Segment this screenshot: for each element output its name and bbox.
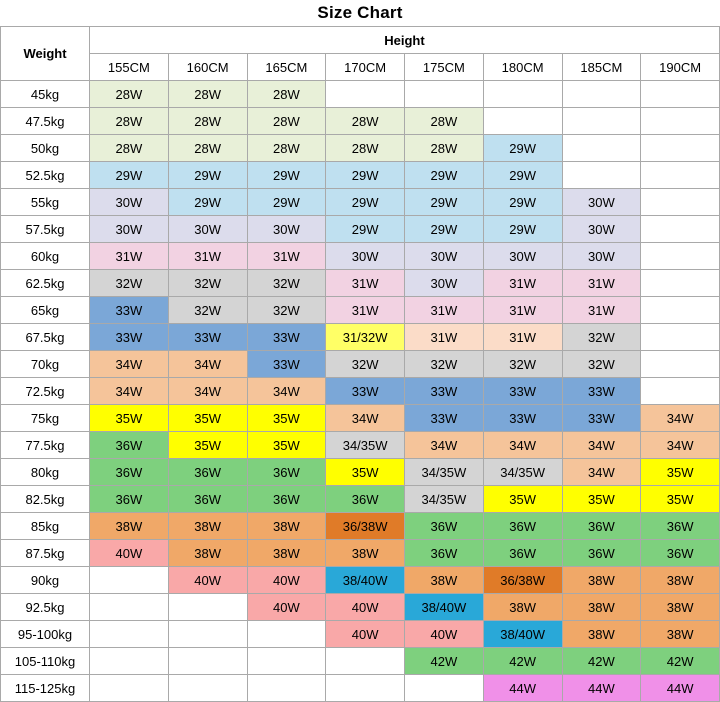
size-cell: 30W <box>562 189 641 216</box>
size-cell <box>562 135 641 162</box>
weight-row-label: 82.5kg <box>1 486 90 513</box>
table-row <box>1 513 720 540</box>
size-cell: 32W <box>562 324 641 351</box>
table-row <box>1 459 720 486</box>
size-cell <box>641 189 720 216</box>
table-row <box>1 621 720 648</box>
size-cell: 31W <box>562 297 641 324</box>
size-cell: 38/40W <box>483 621 562 648</box>
size-cell: 36W <box>326 486 405 513</box>
size-cell: 29W <box>168 189 247 216</box>
table-row <box>1 297 720 324</box>
weight-row-label: 85kg <box>1 513 90 540</box>
size-cell: 28W <box>326 135 405 162</box>
size-cell: 40W <box>405 621 484 648</box>
size-cell: 36W <box>405 513 484 540</box>
size-cell: 36W <box>90 459 169 486</box>
size-cell <box>405 81 484 108</box>
size-cell: 31W <box>483 270 562 297</box>
size-cell: 35W <box>641 459 720 486</box>
size-cell: 29W <box>326 216 405 243</box>
table-row <box>1 405 720 432</box>
size-cell: 38W <box>562 621 641 648</box>
size-cell <box>326 81 405 108</box>
size-cell <box>641 324 720 351</box>
size-cell: 34/35W <box>483 459 562 486</box>
size-cell: 31/32W <box>326 324 405 351</box>
size-cell: 34/35W <box>326 432 405 459</box>
size-cell <box>641 297 720 324</box>
table-header <box>1 27 720 81</box>
size-cell: 29W <box>326 162 405 189</box>
size-cell <box>562 81 641 108</box>
size-cell: 28W <box>247 81 326 108</box>
size-cell <box>247 621 326 648</box>
size-cell: 33W <box>247 324 326 351</box>
size-cell: 32W <box>405 351 484 378</box>
size-cell: 29W <box>168 162 247 189</box>
size-cell: 36W <box>562 513 641 540</box>
size-cell: 34W <box>168 378 247 405</box>
size-cell <box>168 675 247 702</box>
size-cell: 36/38W <box>483 567 562 594</box>
size-cell: 33W <box>562 405 641 432</box>
size-cell: 38W <box>483 594 562 621</box>
size-cell: 32W <box>483 351 562 378</box>
table-row <box>1 648 720 675</box>
page-title: Size Chart <box>317 3 403 22</box>
size-cell: 36W <box>641 513 720 540</box>
size-cell <box>405 675 484 702</box>
height-column-header: 170CM <box>326 54 405 81</box>
size-cell: 36W <box>168 459 247 486</box>
size-cell <box>90 567 169 594</box>
size-cell: 36W <box>90 432 169 459</box>
size-cell: 29W <box>483 189 562 216</box>
size-cell <box>641 216 720 243</box>
weight-row-label: 115-125kg <box>1 675 90 702</box>
size-cell: 31W <box>168 243 247 270</box>
size-cell: 30W <box>405 270 484 297</box>
size-cell: 36W <box>483 513 562 540</box>
weight-row-label: 90kg <box>1 567 90 594</box>
weight-row-label: 92.5kg <box>1 594 90 621</box>
size-cell: 34W <box>405 432 484 459</box>
size-cell: 34W <box>168 351 247 378</box>
size-cell <box>326 648 405 675</box>
size-cell <box>90 648 169 675</box>
size-cell: 32W <box>168 270 247 297</box>
table-row <box>1 324 720 351</box>
weight-row-label: 67.5kg <box>1 324 90 351</box>
size-cell <box>562 162 641 189</box>
size-cell: 28W <box>326 108 405 135</box>
table-row <box>1 108 720 135</box>
size-cell: 33W <box>326 378 405 405</box>
size-cell: 28W <box>405 135 484 162</box>
size-cell: 36W <box>641 540 720 567</box>
size-cell: 34/35W <box>405 459 484 486</box>
header-row-group <box>1 27 720 54</box>
size-cell: 32W <box>562 351 641 378</box>
size-cell: 33W <box>562 378 641 405</box>
size-cell: 33W <box>405 378 484 405</box>
size-cell: 30W <box>483 243 562 270</box>
weight-row-label: 47.5kg <box>1 108 90 135</box>
size-cell: 40W <box>247 594 326 621</box>
size-cell: 29W <box>247 162 326 189</box>
table-row <box>1 486 720 513</box>
size-cell: 36W <box>247 459 326 486</box>
size-cell: 38W <box>641 567 720 594</box>
size-cell: 35W <box>247 405 326 432</box>
height-column-header: 155CM <box>90 54 169 81</box>
weight-row-label: 45kg <box>1 81 90 108</box>
size-cell: 29W <box>405 162 484 189</box>
table-row <box>1 378 720 405</box>
size-cell: 35W <box>562 486 641 513</box>
size-cell: 34W <box>483 432 562 459</box>
size-cell: 30W <box>405 243 484 270</box>
size-cell: 38W <box>562 594 641 621</box>
size-cell: 34W <box>641 432 720 459</box>
size-chart-table <box>0 26 720 702</box>
size-cell: 42W <box>562 648 641 675</box>
size-cell: 28W <box>247 135 326 162</box>
size-cell: 33W <box>483 405 562 432</box>
size-cell: 35W <box>483 486 562 513</box>
weight-row-label: 60kg <box>1 243 90 270</box>
size-cell: 31W <box>326 270 405 297</box>
size-cell: 29W <box>483 135 562 162</box>
height-header: Height <box>90 27 720 54</box>
size-cell: 38/40W <box>405 594 484 621</box>
size-cell: 28W <box>247 108 326 135</box>
size-cell: 31W <box>90 243 169 270</box>
size-cell <box>641 135 720 162</box>
size-cell <box>90 675 169 702</box>
size-cell: 28W <box>90 81 169 108</box>
size-cell: 30W <box>168 216 247 243</box>
table-row <box>1 432 720 459</box>
height-column-header: 190CM <box>641 54 720 81</box>
size-cell: 42W <box>405 648 484 675</box>
height-column-header: 180CM <box>483 54 562 81</box>
size-cell: 31W <box>483 324 562 351</box>
table-row <box>1 675 720 702</box>
size-cell: 35W <box>168 432 247 459</box>
height-column-header: 185CM <box>562 54 641 81</box>
size-cell: 40W <box>90 540 169 567</box>
size-cell: 28W <box>168 135 247 162</box>
size-cell: 29W <box>483 216 562 243</box>
size-cell <box>247 648 326 675</box>
weight-row-label: 75kg <box>1 405 90 432</box>
weight-row-label: 77.5kg <box>1 432 90 459</box>
size-cell: 31W <box>247 243 326 270</box>
size-cell: 36W <box>247 486 326 513</box>
size-cell: 38W <box>562 567 641 594</box>
size-cell: 34W <box>641 405 720 432</box>
weight-row-label: 72.5kg <box>1 378 90 405</box>
size-cell: 30W <box>90 189 169 216</box>
size-cell: 30W <box>562 243 641 270</box>
size-cell: 30W <box>90 216 169 243</box>
weight-row-label: 65kg <box>1 297 90 324</box>
size-cell: 35W <box>90 405 169 432</box>
table-row <box>1 270 720 297</box>
weight-row-label: 95-100kg <box>1 621 90 648</box>
table-row <box>1 135 720 162</box>
size-cell: 29W <box>326 189 405 216</box>
size-cell: 40W <box>326 594 405 621</box>
table-row <box>1 216 720 243</box>
size-cell: 34/35W <box>405 486 484 513</box>
size-cell: 32W <box>168 297 247 324</box>
size-cell <box>168 621 247 648</box>
height-column-header: 175CM <box>405 54 484 81</box>
size-cell: 31W <box>326 297 405 324</box>
size-cell: 32W <box>326 351 405 378</box>
size-cell <box>641 162 720 189</box>
size-cell: 38W <box>168 513 247 540</box>
size-cell: 44W <box>641 675 720 702</box>
weight-row-label: 50kg <box>1 135 90 162</box>
size-cell: 28W <box>168 108 247 135</box>
size-cell: 33W <box>90 324 169 351</box>
size-cell: 38W <box>641 621 720 648</box>
size-cell <box>562 108 641 135</box>
size-cell: 30W <box>247 216 326 243</box>
size-cell: 35W <box>168 405 247 432</box>
size-cell: 33W <box>247 351 326 378</box>
size-cell <box>641 81 720 108</box>
size-cell: 29W <box>247 189 326 216</box>
table-row <box>1 594 720 621</box>
size-cell: 31W <box>562 270 641 297</box>
size-cell: 35W <box>326 459 405 486</box>
size-cell: 36W <box>562 540 641 567</box>
height-columns-row <box>1 54 720 81</box>
size-cell: 35W <box>641 486 720 513</box>
size-cell <box>641 243 720 270</box>
size-cell: 33W <box>168 324 247 351</box>
size-cell: 33W <box>405 405 484 432</box>
table-row <box>1 351 720 378</box>
size-cell: 31W <box>405 297 484 324</box>
weight-row-label: 70kg <box>1 351 90 378</box>
weight-row-label: 80kg <box>1 459 90 486</box>
weight-header: Weight <box>1 27 90 81</box>
size-cell: 34W <box>326 405 405 432</box>
size-cell: 38W <box>247 540 326 567</box>
height-column-header: 160CM <box>168 54 247 81</box>
size-cell: 38W <box>90 513 169 540</box>
size-cell: 38W <box>641 594 720 621</box>
table-row <box>1 162 720 189</box>
size-cell: 36/38W <box>326 513 405 540</box>
table-row <box>1 81 720 108</box>
size-cell: 34W <box>90 378 169 405</box>
size-cell: 32W <box>90 270 169 297</box>
size-cell: 40W <box>247 567 326 594</box>
weight-row-label: 62.5kg <box>1 270 90 297</box>
size-cell: 34W <box>90 351 169 378</box>
table-row <box>1 243 720 270</box>
size-cell: 36W <box>405 540 484 567</box>
size-cell: 32W <box>247 270 326 297</box>
size-cell <box>641 351 720 378</box>
size-cell <box>168 648 247 675</box>
size-cell: 29W <box>90 162 169 189</box>
weight-row-label: 87.5kg <box>1 540 90 567</box>
size-cell: 44W <box>483 675 562 702</box>
size-cell: 38/40W <box>326 567 405 594</box>
size-cell: 28W <box>90 108 169 135</box>
height-column-header: 165CM <box>247 54 326 81</box>
size-cell <box>641 378 720 405</box>
table-row <box>1 540 720 567</box>
weight-row-label: 105-110kg <box>1 648 90 675</box>
size-cell: 29W <box>405 216 484 243</box>
size-cell: 36W <box>168 486 247 513</box>
size-cell <box>641 108 720 135</box>
size-cell: 34W <box>562 459 641 486</box>
size-cell: 31W <box>405 324 484 351</box>
size-cell <box>90 621 169 648</box>
size-cell <box>168 594 247 621</box>
table-row <box>1 189 720 216</box>
size-cell <box>90 594 169 621</box>
table-body <box>1 81 720 702</box>
size-cell: 28W <box>168 81 247 108</box>
size-cell: 32W <box>247 297 326 324</box>
size-cell: 34W <box>562 432 641 459</box>
size-cell: 28W <box>90 135 169 162</box>
size-cell: 38W <box>247 513 326 540</box>
size-cell: 38W <box>168 540 247 567</box>
size-cell: 31W <box>483 297 562 324</box>
size-cell <box>641 270 720 297</box>
size-cell: 30W <box>326 243 405 270</box>
size-cell: 36W <box>90 486 169 513</box>
size-cell: 28W <box>405 108 484 135</box>
weight-row-label: 57.5kg <box>1 216 90 243</box>
size-cell: 42W <box>483 648 562 675</box>
size-cell: 33W <box>483 378 562 405</box>
size-cell: 38W <box>326 540 405 567</box>
size-cell <box>247 675 326 702</box>
size-cell <box>326 675 405 702</box>
size-cell: 30W <box>562 216 641 243</box>
size-cell: 40W <box>326 621 405 648</box>
size-cell: 36W <box>483 540 562 567</box>
size-cell: 38W <box>405 567 484 594</box>
weight-row-label: 52.5kg <box>1 162 90 189</box>
size-cell <box>483 108 562 135</box>
size-cell: 44W <box>562 675 641 702</box>
size-cell <box>483 81 562 108</box>
size-cell: 29W <box>405 189 484 216</box>
size-cell: 42W <box>641 648 720 675</box>
size-cell: 34W <box>247 378 326 405</box>
size-cell: 33W <box>90 297 169 324</box>
size-cell: 29W <box>483 162 562 189</box>
size-cell: 40W <box>168 567 247 594</box>
table-row <box>1 567 720 594</box>
weight-row-label: 55kg <box>1 189 90 216</box>
size-cell: 35W <box>247 432 326 459</box>
